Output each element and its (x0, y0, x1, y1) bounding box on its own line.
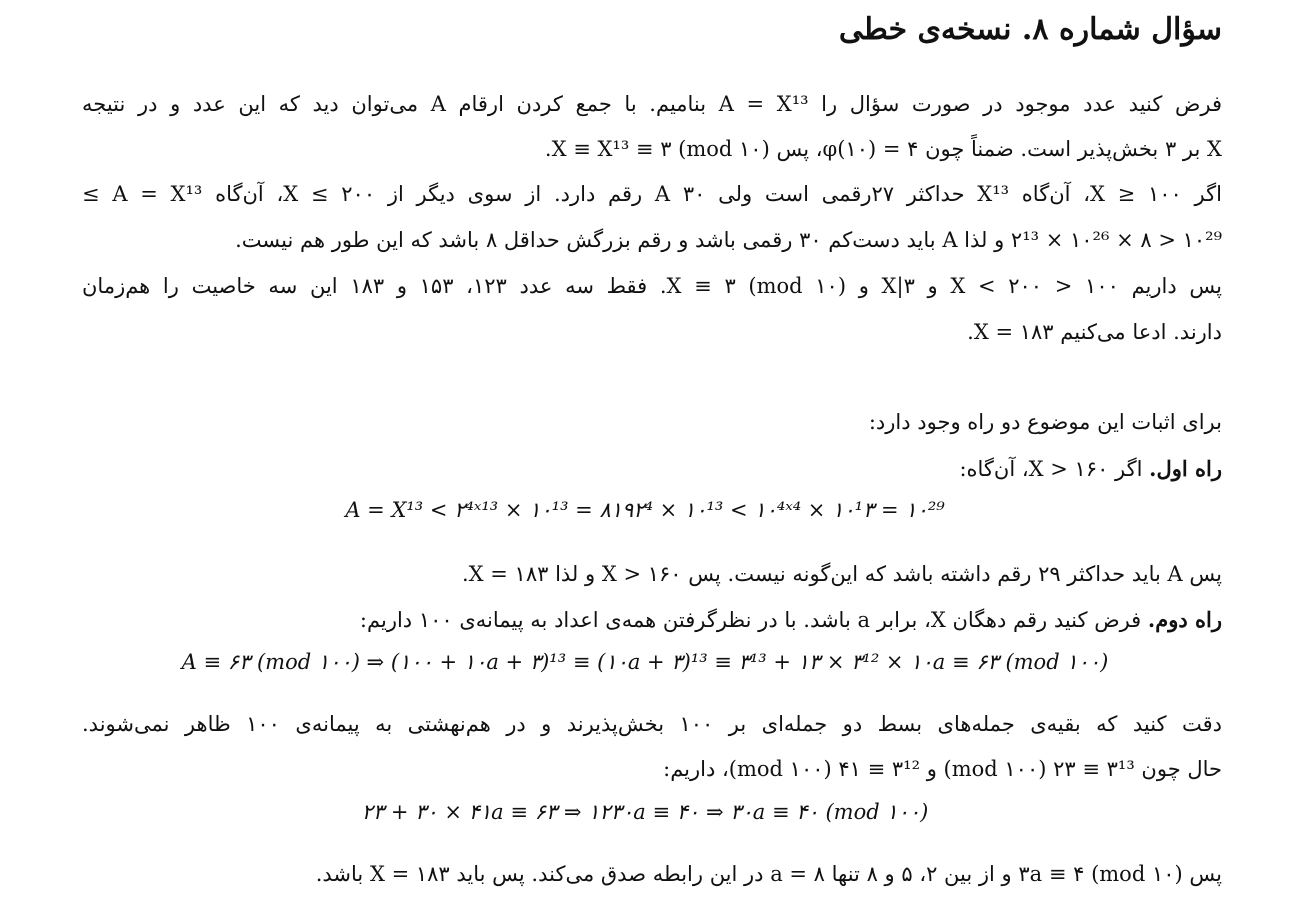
method-two-note: دقت کنید که بقیه‌ی جمله‌های بسط دو جمله‌ای بر ۱۰۰ بخش‌پذیرند و در هم‌نهشتی به پیمانه‌ی ۱۰۰ ظاهر نمی‌شوند. (82, 712, 1222, 736)
method-one (959, 456, 1222, 481)
equation: A ≡ ۶۳ (mod ۱۰۰) ⇒ (۱۰۰ + ۱۰a + ۳)¹³ ≡ (۱۰a + ۳)¹³ ≡ ۳¹³ + ۱۳ × ۳¹² × ۱۰a ≡ ۶۳ (mod ۱۰۰) (181, 650, 1109, 674)
method-two-text: فرض کنید رقم دهگان X، برابر a باشد. با در نظرگرفتن همه‌ی اعداد به پیمانه‌ی ۱۰۰ داریم: (359, 608, 1148, 632)
paragraph-line: اگر X ≥ ۱۰۰، آن‌گاه X¹³ حداکثر ۲۷رقمی است ولی A ۳۰ رقم دارد. از سوی دیگر از X ≤ ۲۰۰، آن‌گاه A = X¹³ ≥ (82, 182, 1222, 206)
method-two-note: حال چون ۳¹³ ≡ ۲۳ (mod ۱۰۰) و ۳¹² ≡ ۴۱ (mod ۱۰۰)، داریم: (663, 757, 1222, 781)
equation: A = X¹³ < ۲⁴ˣ¹³ × ۱۰¹³ = ۸۱۹۲⁴ × ۱۰¹³ < ۱۰⁴ˣ⁴ × ۱۰¹۳ = ۱۰²⁹ (345, 498, 945, 522)
equation: ۲۳ + ۳۰ × ۴۱a ≡ ۶۳ ⇒ ۱۲۳۰a ≡ ۴۰ ⇒ ۳۰a ≡ ۴۰ (mod ۱۰۰) (361, 800, 929, 824)
paragraph-line: پس داریم ۱۰۰ < X < ۲۰۰ و ۳|X و X ≡ ۳ (mod ۱۰). فقط سه عدد ۱۲۳، ۱۵۳ و ۱۸۳ این سه خاصیت را هم‌زمان (82, 274, 1223, 298)
method-two-label: راه دوم. (1147, 607, 1222, 632)
paragraph-line: فرض کنید عدد موجود در صورت سؤال را A = X¹³ بنامیم. با جمع کردن ارقام A می‌توان دید که این عدد و در نتیجه (82, 92, 1223, 116)
paragraph-line: ۱۰²⁹ < ۸ × ۱۰²⁶ × ۲¹³ و لذا A باید دست‌کم ۳۰ رقمی باشد و رقم بزرگش حداقل ۸ باشد که این طور هم نیست. (235, 228, 1222, 252)
method-one-label: راه اول. (1149, 456, 1222, 481)
method-two (360, 607, 1222, 632)
paragraph-line: دارند. ادعا می‌کنیم X = ۱۸۳. (967, 320, 1222, 344)
paragraph-line: X بر ۳ بخش‌پذیر است. ضمناً چون ۴ = φ(۱۰)، پس X ≡ X¹³ ≡ ۳ (mod ۱۰). (544, 137, 1222, 161)
method-two-conclusion: پس ۳a ≡ ۴ (mod ۱۰) و از بین ۲، ۵ و ۸ تنها a = ۸ در این رابطه صدق می‌کند. پس باید X = ۱۸۳ باشد. (315, 862, 1222, 886)
method-one-conclusion: پس A باید حداکثر ۲۹ رقم داشته باشد که این‌گونه نیست. پس X > ۱۶۰ و لذا X = ۱۸۳. (461, 562, 1222, 586)
proof-intro: برای اثبات این موضوع دو راه وجود دارد: (868, 410, 1222, 434)
method-one-text: اگر X > ۱۶۰، آن‌گاه: (959, 457, 1150, 481)
question-title: سؤال شماره ۸. نسخه‌ی خطی (838, 12, 1222, 47)
